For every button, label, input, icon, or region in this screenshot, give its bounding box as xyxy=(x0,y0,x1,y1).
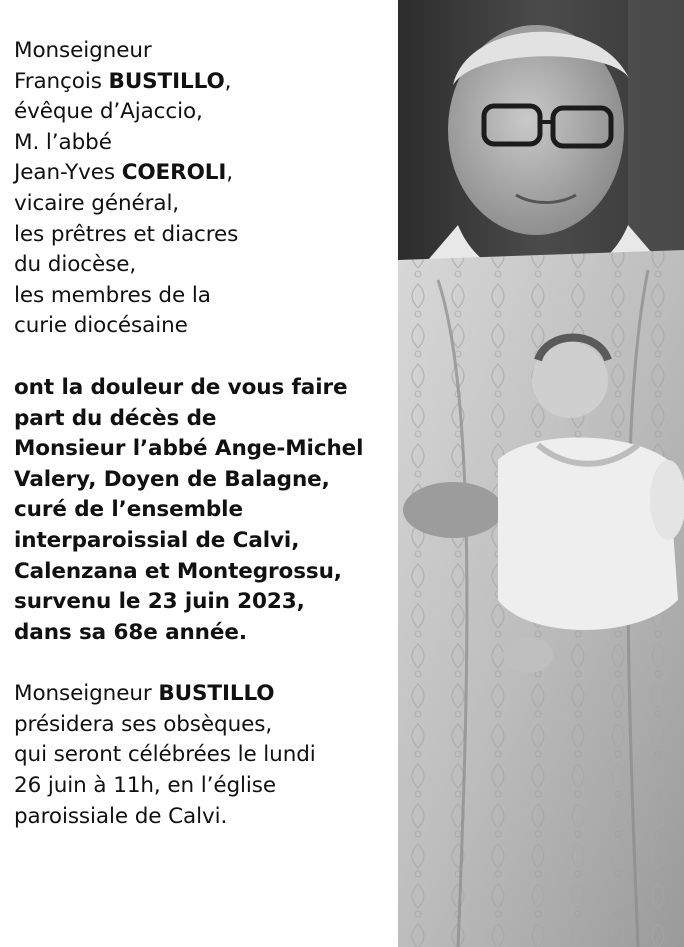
intro-line xyxy=(14,158,398,189)
announcement-line: curé de l’ensemble xyxy=(14,497,243,523)
announcement-line: Monsieur l’abbé Ange-Michel xyxy=(14,436,364,462)
intro-line: vicaire général, xyxy=(14,190,180,216)
announcement-line: Valery, Doyen de Balagne, xyxy=(14,466,330,492)
bishop-surname: BUSTILLO xyxy=(108,68,225,94)
intro-text: , xyxy=(226,160,234,186)
obituary-text xyxy=(14,36,398,832)
intro-text: Jean-Yves xyxy=(14,160,122,186)
announcement-line: part du décès de xyxy=(14,405,217,431)
intro-text: François xyxy=(14,68,109,94)
intro-paragraph xyxy=(14,36,398,342)
funeral-line: qui seront célébrées le lundi xyxy=(14,742,316,768)
funeral-text: Monseigneur xyxy=(14,681,159,707)
announcement-line: interparoissial de Calvi, xyxy=(14,527,300,553)
announcement-line: survenu le 23 juin 2023, xyxy=(14,589,305,615)
intro-line: M. l’abbé xyxy=(14,129,112,155)
intro-line: évêque d’Ajaccio, xyxy=(14,99,203,125)
announcement-line: dans sa 68e année. xyxy=(14,619,247,645)
funeral-line: paroissiale de Calvi. xyxy=(14,803,228,829)
funeral-line: 26 juin à 11h, en l’église xyxy=(14,773,277,799)
intro-line: du diocèse, xyxy=(14,252,137,278)
funeral-paragraph xyxy=(14,679,398,832)
announcement-paragraph xyxy=(14,373,398,648)
intro-line: curie diocésaine xyxy=(14,313,188,339)
funeral-line: présidera ses obsèques, xyxy=(14,711,273,737)
vicar-surname: COEROLI xyxy=(121,160,227,186)
intro-line xyxy=(14,67,398,98)
intro-text: , xyxy=(224,68,232,94)
announcement-line: ont la douleur de vous faire xyxy=(14,374,348,400)
intro-line: les prêtres et diacres xyxy=(14,221,239,247)
intro-line: Monseigneur xyxy=(14,38,152,63)
priest-photo xyxy=(398,0,684,947)
funeral-line xyxy=(14,679,398,710)
announcement-line: Calenzana et Montegrossu, xyxy=(14,558,342,584)
intro-line: les membres de la xyxy=(14,282,211,308)
priest-illustration xyxy=(398,0,684,947)
bishop-surname: BUSTILLO xyxy=(158,681,275,707)
